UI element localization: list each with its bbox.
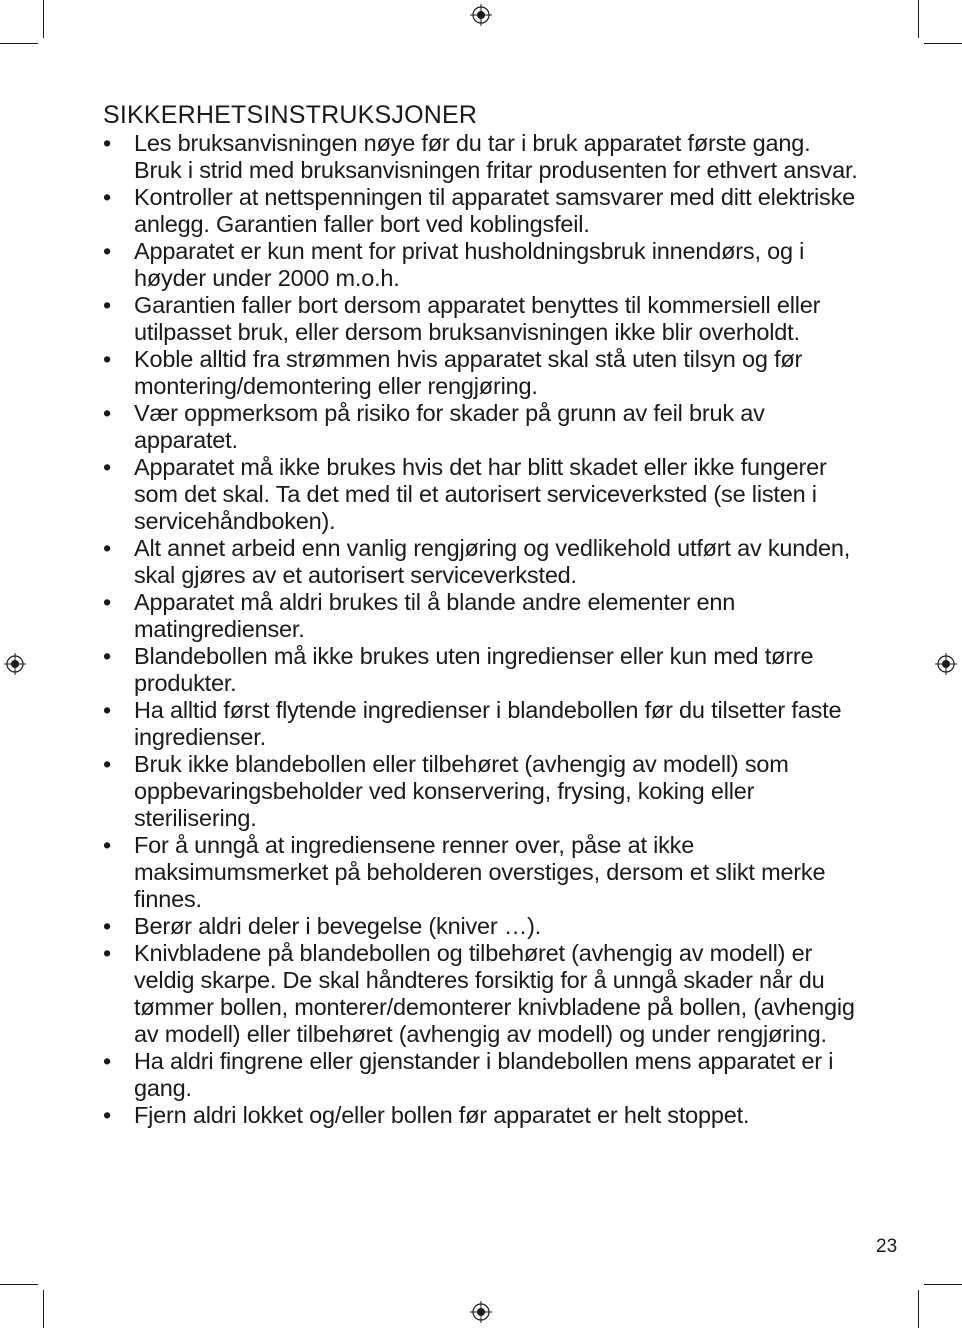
crop-mark-icon [43, 0, 44, 38]
list-item [103, 346, 863, 400]
bullet-icon: • [103, 184, 112, 210]
list-item-text: Vær oppmerksom på risiko for skader på grunn av feil bruk av apparatet. [134, 400, 765, 453]
list-item-text: Koble alltid fra strømmen hvis apparatet skal stå uten tilsyn og før montering/demontering eller rengjøring. [134, 346, 803, 399]
list-item [103, 1102, 863, 1129]
crop-mark-icon [0, 1284, 38, 1285]
bullet-icon: • [103, 346, 112, 372]
list-item-text: Garantien faller bort dersom apparatet benyttes til kommersiell eller utilpasset bruk, eller dersom bruksanvisningen ikke blir overholdt. [134, 292, 821, 345]
list-item [103, 535, 863, 589]
bullet-icon: • [103, 940, 112, 966]
registration-mark-icon [4, 653, 26, 675]
page-number: 23 [876, 1236, 898, 1257]
safety-instructions-list [103, 130, 863, 1129]
bullet-icon: • [103, 697, 112, 723]
list-item [103, 589, 863, 643]
bullet-icon: • [103, 643, 112, 669]
list-item [103, 454, 863, 535]
list-item [103, 184, 863, 238]
list-item-text: Kontroller at nettspenningen til apparatet samsvarer med ditt elektriske anlegg. Garantien faller bort ved koblingsfeil. [134, 184, 856, 237]
bullet-icon: • [103, 292, 112, 318]
list-item-text: Apparatet er kun ment for privat husholdningsbruk innendørs, og i høyder under 2000 m.o.h. [134, 238, 805, 291]
crop-mark-icon [918, 0, 919, 38]
list-item [103, 913, 863, 940]
list-item [103, 238, 863, 292]
list-item [103, 940, 863, 1048]
bullet-icon: • [103, 1102, 112, 1128]
page-title: SIKKERHETSINSTRUKSJONER [103, 101, 478, 129]
list-item [103, 400, 863, 454]
list-item-text: Apparatet må aldri brukes til å blande andre elementer enn matingredienser. [134, 589, 736, 642]
list-item-text: Berør aldri deler i bevegelse (kniver …). [134, 913, 542, 939]
list-item-text: Ha aldri fingrene eller gjenstander i blandebollen mens apparatet er i gang. [134, 1048, 834, 1101]
list-item [103, 130, 863, 184]
crop-mark-icon [43, 1290, 44, 1328]
bullet-icon: • [103, 1048, 112, 1074]
list-item [103, 832, 863, 913]
list-item [103, 643, 863, 697]
crop-mark-icon [924, 43, 962, 44]
list-item-text: Alt annet arbeid enn vanlig rengjøring og vedlikehold utført av kunden, skal gjøres av et autorisert serviceverksted. [134, 535, 851, 588]
bullet-icon: • [103, 589, 112, 615]
bullet-icon: • [103, 454, 112, 480]
bullet-icon: • [103, 535, 112, 561]
registration-mark-icon [935, 653, 957, 675]
list-item-text: Apparatet må ikke brukes hvis det har blitt skadet eller ikke fungerer som det skal. Ta det med til et autorisert serviceverksted (se listen i servicehåndboken). [134, 454, 827, 534]
list-item-text: Knivbladene på blandebollen og tilbehøret (avhengig av modell) er veldig skarpe. De skal håndteres forsiktig for å unngå skader når du tømmer bollen, monterer/demonterer knivbladene på bollen, (avhengig av modell) eller tilbehøret (avhengig av modell) og under rengjøring. [134, 940, 855, 1047]
bullet-icon: • [103, 400, 112, 426]
list-item [103, 697, 863, 751]
crop-mark-icon [0, 43, 38, 44]
list-item [103, 751, 863, 832]
list-item-text: Ha alltid først flytende ingredienser i blandebollen før du tilsetter faste ingredienser. [134, 697, 842, 750]
list-item-text: Blandebollen må ikke brukes uten ingredienser eller kun med tørre produkter. [134, 643, 814, 696]
bullet-icon: • [103, 832, 112, 858]
list-item-text: Bruk ikke blandebollen eller tilbehøret (avhengig av modell) som oppbevaringsbeholder ved konservering, frysing, koking eller sterilisering. [134, 751, 789, 831]
bullet-icon: • [103, 913, 112, 939]
list-item-text: For å unngå at ingrediensene renner over, påse at ikke maksimumsmerket på beholderen overstiges, dersom et slikt merke finnes. [134, 832, 826, 912]
registration-mark-icon [470, 1301, 492, 1323]
page-content [103, 100, 863, 1129]
list-item [103, 292, 863, 346]
crop-mark-icon [918, 1290, 919, 1328]
list-item [103, 1048, 863, 1102]
list-item-text: Les bruksanvisningen nøye før du tar i bruk apparatet første gang. Bruk i strid med bruksanvisningen fritar produsenten for ethvert ansvar. [134, 130, 858, 183]
registration-mark-icon [470, 4, 492, 26]
bullet-icon: • [103, 238, 112, 264]
bullet-icon: • [103, 130, 112, 156]
crop-mark-icon [924, 1284, 962, 1285]
bullet-icon: • [103, 751, 112, 777]
list-item-text: Fjern aldri lokket og/eller bollen før apparatet er helt stoppet. [134, 1102, 750, 1128]
